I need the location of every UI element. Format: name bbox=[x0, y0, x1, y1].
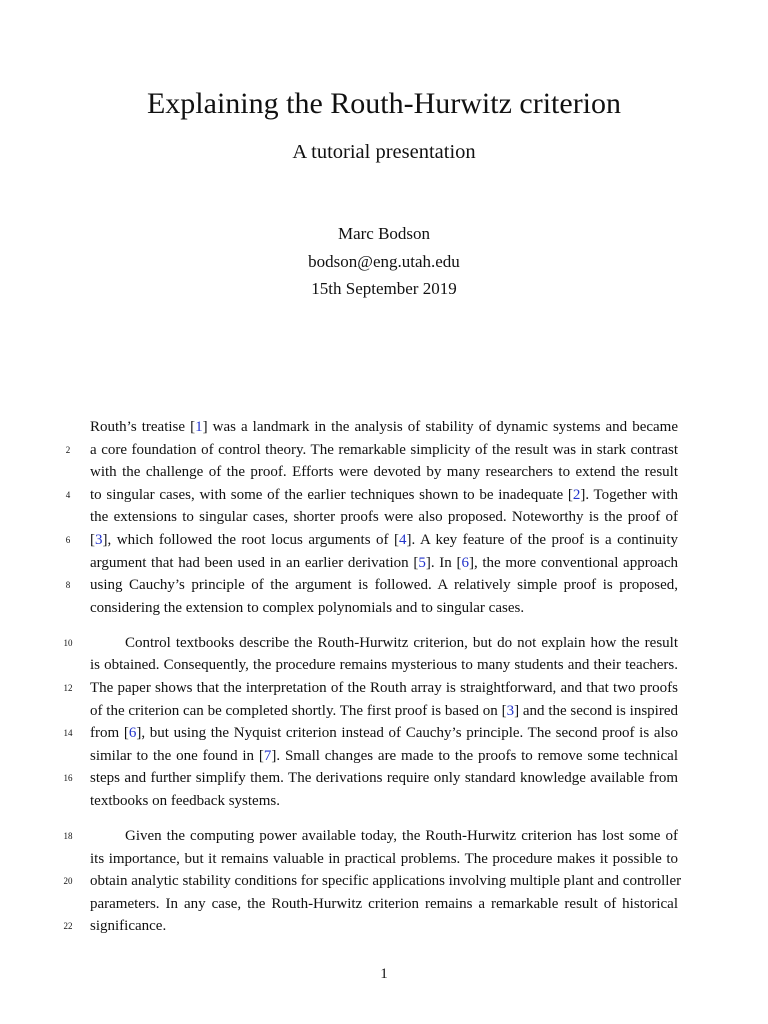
author-block bbox=[0, 220, 768, 303]
text-line: of the criterion can be completed shortly. The first proof is based on [3] and the second is inspired bbox=[90, 702, 678, 719]
text-line: Control textbooks describe the Routh-Hurwitz criterion, but do not explain how the result bbox=[125, 634, 678, 651]
text-line: with the challenge of the proof. Efforts were devoted by many researchers to extend the result bbox=[90, 464, 678, 481]
author-email: bodson@eng.utah.edu bbox=[308, 251, 460, 271]
text-line: similar to the one found in [7]. Small changes are made to the proofs to remove some technical bbox=[90, 747, 678, 764]
paper-date: 15th September 2019 bbox=[311, 279, 457, 298]
line-number: 20 bbox=[63, 876, 73, 887]
text-line: significance. bbox=[90, 918, 167, 935]
text-line: a core foundation of control theory. The remarkable simplicity of the result was in stark contrast bbox=[90, 441, 678, 458]
line-number: 14 bbox=[63, 728, 73, 739]
citation-link[interactable]: 6 bbox=[128, 725, 137, 742]
text-line: from [6], but using the Nyquist criterion instead of Cauchy’s principle. The second proof is also bbox=[90, 725, 678, 742]
citation-link[interactable]: 2 bbox=[572, 486, 581, 503]
text-line: to singular cases, with some of the earlier techniques shown to be inadequate [2]. Together with bbox=[90, 486, 678, 503]
text-line: the extensions to singular cases, shorter proofs were also proposed. Noteworthy is the proof of bbox=[90, 509, 678, 526]
line-number: 16 bbox=[63, 773, 73, 784]
citation-link[interactable]: 6 bbox=[461, 554, 469, 571]
line-number: 2 bbox=[65, 444, 71, 455]
text-line: steps and further simplify them. The derivations require only standard knowledge available from bbox=[90, 770, 678, 787]
line-number: 6 bbox=[65, 535, 71, 545]
citation-link[interactable]: 3 bbox=[506, 702, 515, 719]
citation-link[interactable]: 1 bbox=[195, 419, 203, 435]
text-line: argument that had been used in an earlier derivation [5]. In [6], the more conventional approach bbox=[90, 554, 679, 571]
text-line: Given the computing power available today, the Routh-Hurwitz criterion has lost some of bbox=[125, 828, 678, 844]
citation-link[interactable]: 5 bbox=[418, 554, 426, 571]
text-line: obtain analytic stability conditions for specific applications involving multiple plant and controller bbox=[90, 873, 682, 890]
line-number: 22 bbox=[63, 921, 73, 932]
text-line: using Cauchy’s principle of the argument is followed. A relatively simple proof is proposed, bbox=[90, 577, 678, 594]
text-line: its importance, but it remains valuable in practical problems. The procedure makes it possible to bbox=[90, 850, 678, 867]
citation-link[interactable]: 3 bbox=[95, 532, 103, 548]
line-number: 12 bbox=[63, 683, 73, 693]
text-line: The paper shows that the interpretation of the Routh array is straightforward, and that two proofs bbox=[90, 680, 678, 696]
text-line: [3], which followed the root locus arguments of [4]. A key feature of the proof is a continuity bbox=[90, 532, 678, 548]
text-line: is obtained. Consequently, the procedure remains mysterious to many students and their teachers. bbox=[90, 657, 678, 674]
paper-title: Explaining the Routh-Hurwitz criterion bbox=[146, 87, 622, 120]
author-name: Marc Bodson bbox=[337, 224, 431, 243]
paper-subtitle: A tutorial presentation bbox=[292, 141, 476, 163]
citation-link[interactable]: 4 bbox=[399, 532, 407, 548]
page-number: 1 bbox=[380, 966, 388, 982]
line-number: 4 bbox=[65, 489, 71, 500]
text-line: considering the extension to complex polynomials and to singular cases. bbox=[90, 599, 525, 616]
line-number: 18 bbox=[63, 831, 73, 841]
line-number: 8 bbox=[65, 580, 71, 591]
text-line: Routh’s treatise [1] was a landmark in the analysis of stability of dynamic systems and became bbox=[90, 419, 678, 435]
citation-link[interactable]: 7 bbox=[263, 747, 272, 764]
text-line: textbooks on feedback systems. bbox=[90, 793, 280, 809]
text-line: parameters. In any case, the Routh-Hurwitz criterion remains a remarkable result of historical bbox=[90, 895, 678, 912]
line-number: 10 bbox=[63, 637, 73, 648]
